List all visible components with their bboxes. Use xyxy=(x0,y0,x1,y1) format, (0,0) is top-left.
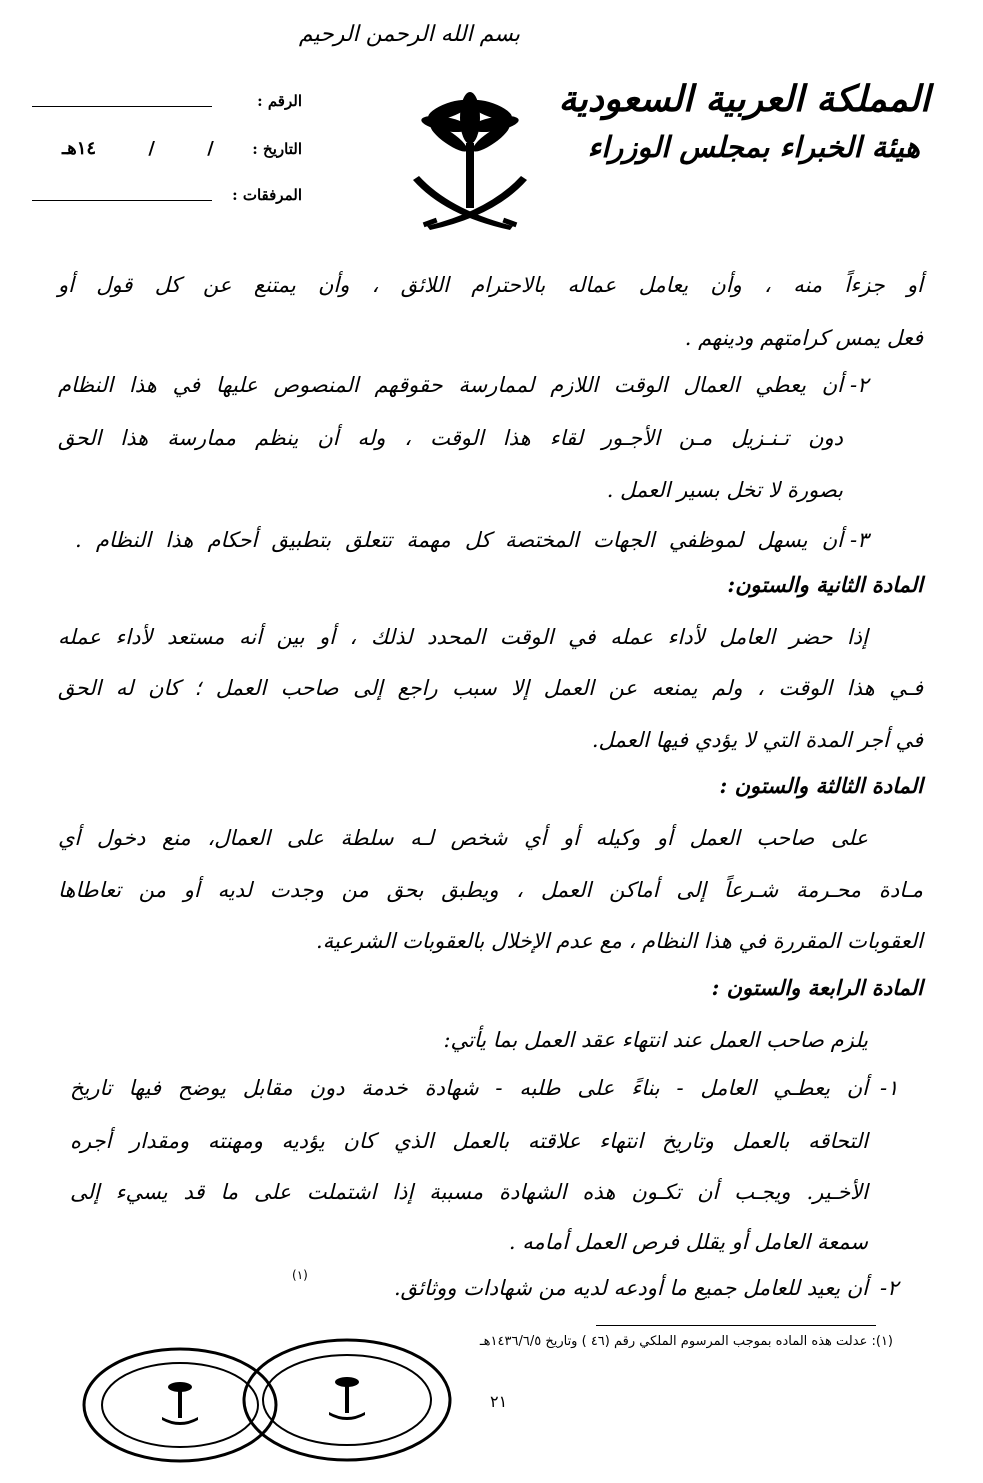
reference-field xyxy=(32,92,302,122)
attachments-field xyxy=(32,186,302,216)
body-line-17: سمعة العامل أو يقلل فرص العمل أمامه . xyxy=(508,1230,868,1254)
body-line-8: فـي هذا الوقت ، ولم يمنعه عن العمل إلا سبب راجع إلى صاحب العمل ؛ كان له الحق xyxy=(58,676,923,700)
article-64-heading: المادة الرابعة والستون : xyxy=(711,975,923,1000)
body-line-18: أن يعيد للعامل جميع ما أودعه لديه من شهادات ووثائق. xyxy=(393,1276,868,1300)
body-line-3: أن يعطي العمال الوقت اللازم لممارسة حقوقهم المنصوص عليها في هذا النظام xyxy=(58,373,843,397)
body-line-15: التحاقه بالعمل وتاريخ انتهاء علاقته بالعمل الذي كان يؤديه ومهنته ومقدار أجره xyxy=(70,1129,868,1153)
kingdom-title: المملكة العربية السعودية xyxy=(558,78,930,120)
council-title: هيئة الخبراء بمجلس الوزراء xyxy=(587,130,920,164)
body-line-7: إذا حضر العامل لأداء عمله في الوقت المحدد لذلك ، أو بين أنه مستعد لأداء عمله xyxy=(58,625,868,649)
body-line-6: أن يسهل لموظفي الجهات المختصة كل مهمة تتعلق بتطبيق أحكام هذا النظام . xyxy=(75,528,843,552)
body-line-5: بصورة لا تخل بسير العمل . xyxy=(606,478,843,502)
right-seal xyxy=(240,1335,455,1465)
body-line-1: أو جزءاً منه ، وأن يعامل عماله بالاحترام اللائق ، وأن يمتنع عن كل قول أو xyxy=(58,273,923,297)
body-line-4: دون تـنـزيل مـن الأجـور لقاء هذا الوقت ، وله أن ينظم ممارسة هذا الحق xyxy=(58,426,843,450)
article-63-heading: المادة الثالثة والستون : xyxy=(719,773,923,798)
body-line-13: يلزم صاحب العمل عند انتهاء عقد العمل بما يأتي: xyxy=(443,1028,868,1052)
body-line-9: في أجر المدة التي لا يؤدي فيها العمل. xyxy=(591,728,923,752)
palm-swords-emblem xyxy=(405,88,535,233)
basmala: بسم الله الرحمن الرحيم xyxy=(298,22,520,47)
page-number: ٢١ xyxy=(490,1392,508,1411)
date-value: / / ١٤هـ xyxy=(62,138,214,159)
item-number-2b: ٢- xyxy=(880,1276,899,1300)
attachments-line xyxy=(32,200,212,201)
body-line-16: الأخـير. ويجـب أن تكـون هذه الشهادة مسببة إذا اشتملت على ما قد يسيء إلى xyxy=(70,1180,868,1204)
body-line-14: أن يعطـي العامل - بناءً على طلبه - شهادة خدمة دون مقابل يوضح فيها تاريخ xyxy=(70,1076,868,1100)
date-field xyxy=(32,140,302,170)
date-label: التاريخ : xyxy=(252,140,302,158)
reference-line xyxy=(32,106,212,107)
attachments-label: المرفقات : xyxy=(232,186,302,204)
footnote-text: (١): عدلت هذه الماده بموجب المرسوم الملكي رقم (٤٦ ) وتاريخ ١٤٣٦/٦/٥هـ xyxy=(479,1334,893,1349)
article-62-heading: المادة الثانية والستون: xyxy=(727,572,923,597)
item-number-1b: ١- xyxy=(880,1076,899,1100)
body-line-12: العقوبات المقررة في هذا النظام ، مع عدم الإخلال بالعقوبات الشرعية. xyxy=(316,929,923,953)
reference-label: الرقم : xyxy=(257,92,302,110)
item-number-2: ٢- xyxy=(850,373,869,397)
body-line-2: فعل يمس كرامتهم ودينهم . xyxy=(684,326,923,350)
footnote-marker: (١) xyxy=(292,1268,308,1282)
body-line-11: مـادة محـرمة شـرعاً إلى أماكن العمل ، ويطبق بحق من وجدت لديه أو من تعاطاها xyxy=(58,878,923,902)
item-number-3: ٣- xyxy=(850,528,869,552)
footnote-rule xyxy=(596,1325,876,1326)
body-line-10: على صاحب العمل أو وكيله أو أي شخص لـه سلطة على العمال، منع دخول أي xyxy=(58,826,868,850)
